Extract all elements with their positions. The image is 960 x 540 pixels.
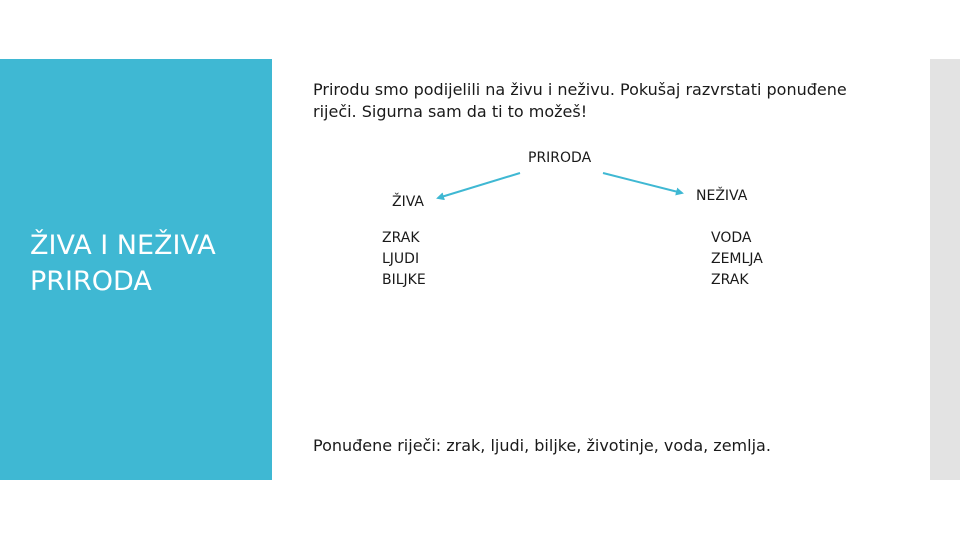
list-item: ZEMLJA (711, 251, 763, 267)
diagram-branch-living: ŽIVA (392, 194, 424, 210)
list-item: LJUDI (382, 251, 420, 267)
diagram-branch-nonliving: NEŽIVA (696, 188, 748, 204)
instruction-text: Prirodu smo podijelili na živu i neživu. Pokušaj razvrstati ponuđene riječi. Sigurna sam da ti to možeš! (313, 80, 847, 121)
living-word-list (382, 228, 426, 291)
list-item: ZRAK (382, 230, 420, 246)
diagram-root-label: PRIRODA (528, 150, 592, 166)
nonliving-word-list (711, 228, 763, 291)
slide-title: ŽIVA I NEŽIVA PRIRODA (30, 230, 216, 297)
list-item: VODA (711, 230, 752, 246)
offered-words-text: Ponuđene riječi: zrak, ljudi, biljke, životinje, voda, zemlja. (313, 436, 771, 455)
arrow-to-living (438, 173, 520, 198)
list-item: BILJKE (382, 272, 426, 288)
arrow-to-nonliving (603, 173, 682, 193)
right-side-bar (930, 59, 960, 480)
list-item: ZRAK (711, 272, 749, 288)
